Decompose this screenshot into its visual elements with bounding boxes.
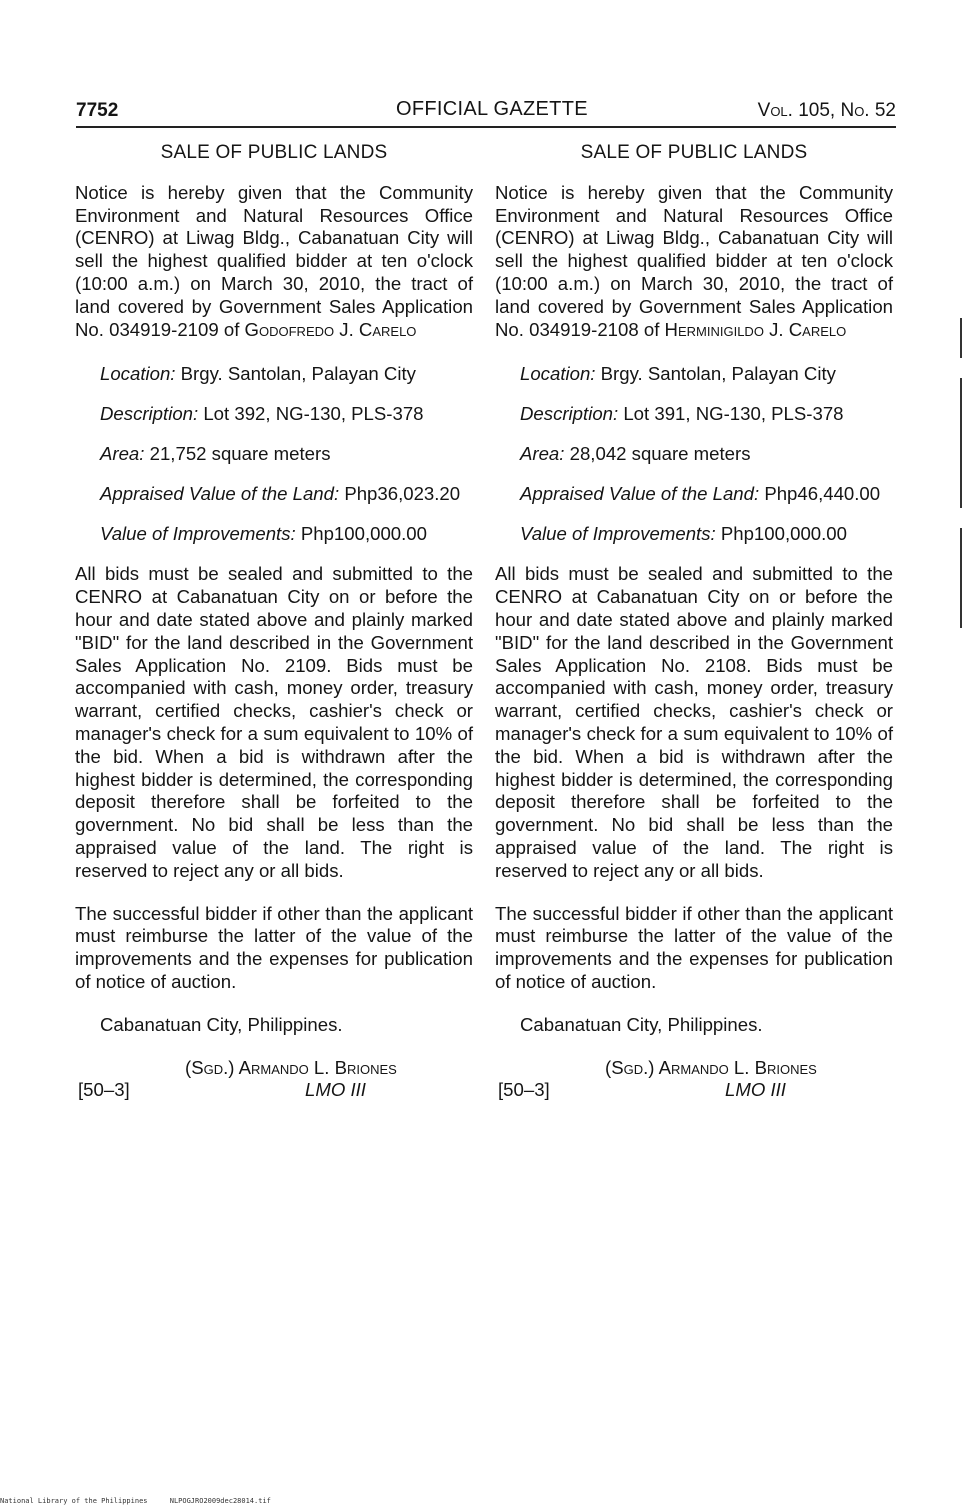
signatory-title: LMO III [305,1078,366,1100]
description-line [520,401,893,427]
signature-block [495,1051,893,1111]
location-value: Brgy. Santolan, Palayan City [600,363,836,385]
location-line [100,361,473,387]
section-title: SALE OF PUBLIC LANDS [580,142,808,163]
area-value: 21,752 square meters [149,443,331,465]
improvements-line [100,521,473,547]
bids-paragraph: All bids must be sealed and submitted to the CENRO at Cabanatuan City on or before the hour and date stated above and plainly marked "BID" for the land described in the Government Sales Application No. 2108. Bids must be accompanied with cash, money order, treasury warrant, certified checks, cashier's check or manager's check for a sum equivalent to 10% of the bid. When a bid is withdrawn after the highest bidder is determined, the corresponding deposit therefore shall be forfeited to the government. No bid shall be less than the appraised value of the land. The right is reserved to reject any or all bids. [495,563,893,881]
area-label: Area: [100,443,145,465]
place-line: Cabanatuan City, Philippines. [520,1013,763,1035]
bids-paragraph: All bids must be sealed and submitted to the CENRO at Cabanatuan City on or before the hour and date stated above and plainly marked "BID" for the land described in the Government Sales Application No. 2109. Bids must be accompanied with cash, money order, treasury warrant, certified checks, cashier's check or manager's check for a sum equivalent to 10% of the bid. When a bid is withdrawn after the highest bidder is determined, the corresponding deposit therefore shall be forfeited to the government. No bid shall be less than the appraised value of the land. The right is reserved to reject any or all bids. [75,563,473,881]
signature: (Sgd.) Armando L. Briones [185,1056,397,1078]
improvements-label: Value of Improvements: [520,523,716,545]
location-label: Location: [520,363,596,385]
page-number: 7752 [76,100,119,121]
appraised-value: Php46,440.00 [764,483,881,505]
applicant-name: Godofredo J. Carelo [244,318,417,340]
improvements-label: Value of Improvements: [100,523,296,545]
appraised-value-line [100,481,473,507]
scan-margin-mark [960,378,962,508]
appraised-value: Php36,023.20 [344,483,461,505]
appraised-label: Appraised Value of the Land: [520,483,760,505]
reimburse-paragraph: The successful bidder if other than the applicant must reimburse the latter of the value of the improvements and the expenses for publication of notice of auction. [75,902,473,992]
reimburse-paragraph: The successful bidder if other than the applicant must reimburse the latter of the value of the improvements and the expenses for publication of notice of auction. [495,902,893,992]
reference-code: [50–3] [78,1078,130,1100]
description-line [100,401,473,427]
improvements-value: Php100,000.00 [300,523,427,545]
scan-footer [0,1497,289,1505]
notice-intro [495,182,893,342]
place-line: Cabanatuan City, Philippines. [100,1013,343,1035]
section-title: SALE OF PUBLIC LANDS [160,142,388,163]
scan-file-name: NLPOGJRO2009dec28014.tif [169,1497,271,1505]
publication-title: OFFICIAL GAZETTE [396,98,588,120]
intro-text: Notice is hereby given that the Community Environment and Natural Resources Office (CENRO) at Liwag Bldg., Cabanatuan City will sell the highest qualified bidder at ten o'clock (10:00 a.m.) on March 30, 2010, the tract of land covered by Government Sales Application No. 034919-2109 of [75,181,473,340]
location-label: Location: [100,363,176,385]
area-label: Area: [520,443,565,465]
appraised-value-line [520,481,893,507]
signature: (Sgd.) Armando L. Briones [605,1056,817,1078]
notice-column-right [495,142,893,1111]
area-line [520,441,893,467]
area-line [100,441,473,467]
appraised-label: Appraised Value of the Land: [100,483,340,505]
location-line [520,361,893,387]
location-value: Brgy. Santolan, Palayan City [180,363,416,385]
scan-margin-mark [960,528,962,628]
signature-block [75,1051,473,1111]
notice-column-left [75,142,473,1111]
applicant-name: Herminigildo J. Carelo [664,318,847,340]
area-value: 28,042 square meters [569,443,751,465]
volume-number: Vol. 105, No. 52 [757,100,896,121]
library-credit: National Library of the Philippines [0,1497,148,1505]
notice-intro [75,182,473,342]
description-value: Lot 392, NG-130, PLS-378 [203,403,424,425]
description-value: Lot 391, NG-130, PLS-378 [623,403,844,425]
description-label: Description: [520,403,619,425]
scan-margin-mark [960,318,962,358]
description-label: Description: [100,403,199,425]
improvements-value: Php100,000.00 [720,523,847,545]
improvements-line [520,521,893,547]
intro-text: Notice is hereby given that the Community Environment and Natural Resources Office (CENRO) at Liwag Bldg., Cabanatuan City will sell the highest qualified bidder at ten o'clock (10:00 a.m.) on March 30, 2010, the tract of land covered by Government Sales Application No. 034919-2108 of [495,181,893,340]
reference-code: [50–3] [498,1078,550,1100]
page-header [76,96,896,128]
signatory-title: LMO III [725,1078,786,1100]
